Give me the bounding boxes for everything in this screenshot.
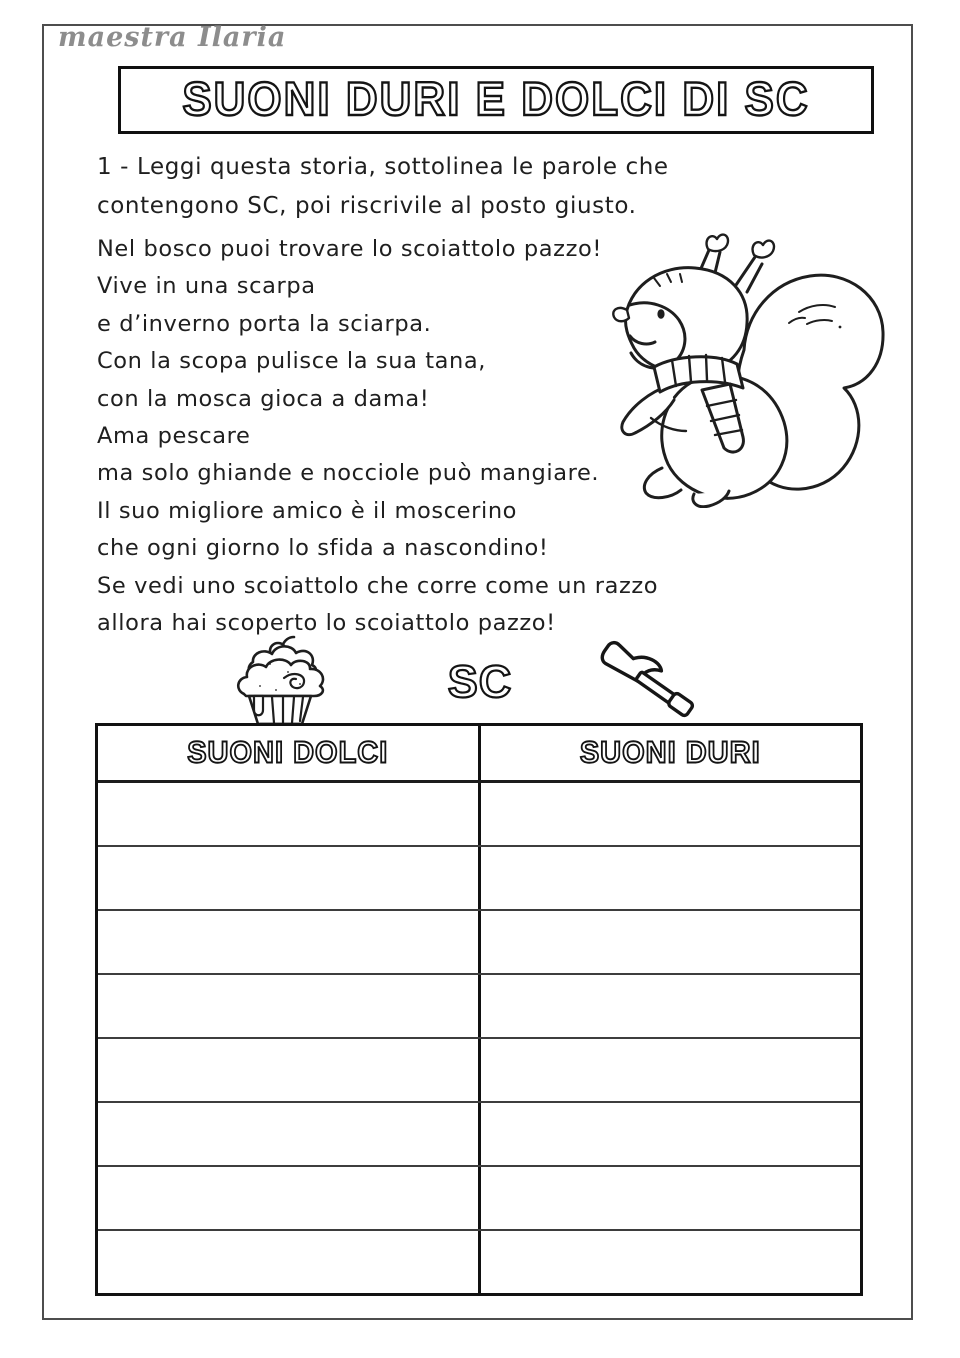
story-line: ma solo ghiande e nocciole può mangiare. [97, 460, 600, 487]
table-row [98, 973, 860, 1037]
story-line: e d’inverno porta la sciarpa. [97, 310, 432, 337]
table-row [98, 845, 860, 909]
header-sweet-sounds [98, 726, 478, 780]
sweet-sounds-cell [98, 847, 478, 909]
sweet-sounds-cell [98, 1103, 478, 1165]
header-sweet-sounds-label: SUONI DOLCI [187, 735, 389, 770]
sweet-sounds-cell [98, 1231, 478, 1293]
sweet-sounds-cell [98, 975, 478, 1037]
story-line: Il suo migliore amico è il moscerino [97, 497, 518, 524]
table-row [98, 1101, 860, 1165]
sweet-sounds-cell [98, 783, 478, 845]
sweet-sounds-cell [98, 1167, 478, 1229]
hard-sounds-cell [478, 975, 861, 1037]
story-line: Vive in una scarpa [97, 273, 316, 300]
table-row [98, 1229, 860, 1293]
table-row [98, 1165, 860, 1229]
cupcake-icon [230, 634, 330, 726]
story-line: che ogni giorno lo sfida a nascondino! [97, 535, 549, 562]
header-hard-sounds-label: SUONI DURI [579, 735, 761, 770]
story-line: Ama pescare [97, 423, 251, 450]
story-line: con la mosca gioca a dama! [97, 385, 430, 412]
table-row [98, 1037, 860, 1101]
hard-sounds-cell [478, 1103, 861, 1165]
story-line: Con la scopa pulisce la sua tana, [97, 348, 487, 375]
hard-sounds-cell [478, 783, 861, 845]
instruction-line: contengono SC, poi riscrivile al posto giusto. [97, 193, 637, 219]
sc-digraph-label: SC [447, 656, 513, 707]
hard-sounds-cell [478, 1231, 861, 1293]
squirrel-illustration [596, 222, 888, 508]
hard-sounds-cell [478, 1039, 861, 1101]
story-line: Se vedi uno scoiattolo che corre come un razzo [97, 572, 659, 599]
worksheet-title: SUONI DURI E DOLCI DI SC [182, 73, 810, 126]
story-line: Nel bosco puoi trovare lo scoiattolo pazzo! [97, 236, 602, 262]
table-body [98, 783, 860, 1293]
sorting-table [95, 723, 863, 1296]
brand-logo: maestra Ilaria [58, 22, 287, 53]
story-line: allora hai scoperto lo scoiattolo pazzo! [97, 610, 556, 637]
worksheet-title-box [118, 66, 874, 134]
exercise-instruction [97, 148, 817, 226]
header-hard-sounds [478, 726, 861, 780]
hard-sounds-cell [478, 1167, 861, 1229]
hard-sounds-cell [478, 847, 861, 909]
hammer-icon [586, 640, 698, 728]
hard-sounds-cell [478, 911, 861, 973]
table-header-row [98, 726, 860, 783]
instruction-line: 1 - Leggi questa storia, sottolinea le parole che [97, 154, 669, 180]
sweet-sounds-cell [98, 1039, 478, 1101]
table-row [98, 783, 860, 845]
sweet-sounds-cell [98, 911, 478, 973]
story-text [97, 231, 658, 642]
table-row [98, 909, 860, 973]
